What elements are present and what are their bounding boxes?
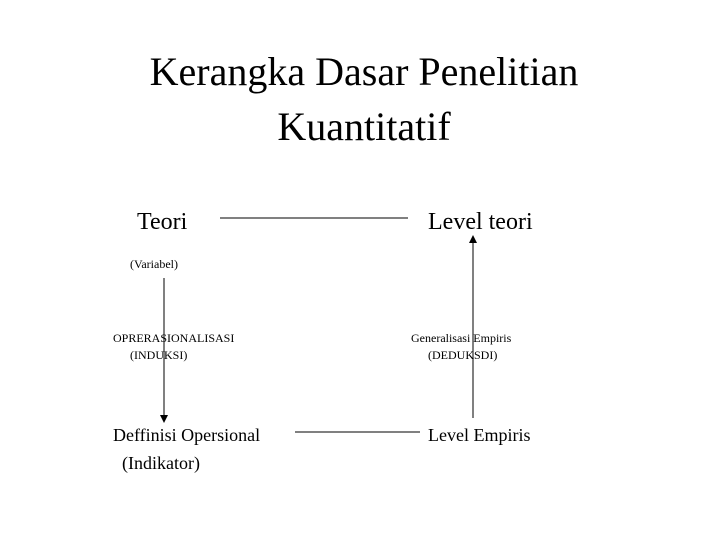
variabel-label: (Variabel) bbox=[130, 257, 178, 271]
teori-label: Teori bbox=[137, 209, 188, 235]
induksi-label: (INDUKSI) bbox=[130, 348, 188, 362]
definisi-operasional-label: Deffinisi Opersional bbox=[113, 425, 261, 445]
slide-title-line-2: Kuantitatif bbox=[277, 104, 451, 149]
indikator-label: (Indikator) bbox=[122, 453, 200, 473]
generalisasi-empiris-label: Generalisasi Empiris bbox=[411, 331, 512, 345]
deduksi-label: (DEDUKSDI) bbox=[428, 348, 498, 362]
level-teori-label: Level teori bbox=[428, 209, 533, 235]
level-empiris-label: Level Empiris bbox=[428, 425, 531, 445]
operasionalisasi-label: OPRERASIONALISASI bbox=[113, 331, 235, 345]
slide-title-line-1: Kerangka Dasar Penelitian bbox=[149, 49, 579, 94]
